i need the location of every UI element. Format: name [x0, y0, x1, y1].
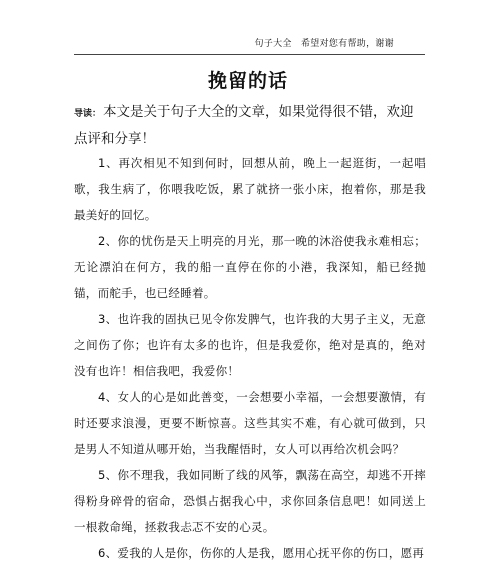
- intro-label: 导读：: [74, 109, 102, 119]
- header-note: 句子大全 希望对您有帮助，谢谢: [254, 39, 394, 49]
- document-body: [74, 150, 426, 561]
- paragraph-3: 3、也许我的固执已见令你发脾气，也许我的大男子主义，无意之间伤了你；也许有太多的也许，但是我爱你，绝对是真的，绝对没有也许！相信我吧，我爱你！: [74, 312, 426, 378]
- intro-text: 本文是关于句子大全的文章，如果觉得很不错，欢迎点评和分享！: [74, 104, 414, 147]
- page-title: 挽留的话: [207, 70, 288, 92]
- paragraph-4: 4、女人的心是如此善变，一会想要小幸福，一会想要激情，有时还要求浪漫，更要不断惊喜。这些其实不难，有心就可做到，只是男人不知道从哪开始，当我醒悟时，女人可以再给次机会吗？: [74, 390, 426, 456]
- paragraph-2: 2、你的忧伤是天上明亮的月光，那一晚的沐浴使我永难相忘；无论漂泊在何方，我的船一直停在你的小港，我深知，船已经抛锚，而舵手，也已经睡着。: [74, 234, 426, 300]
- paragraph-1: 1、再次相见不知到何时，回想从前，晚上一起逛街，一起唱歌，我生病了，你喂我吃饭，累了就挤一张小床，抱着你，那是我最美好的回忆。: [74, 156, 426, 222]
- paragraph-5: 5、你不理我，我如同断了线的风筝，飘荡在高空，却逃不开摔得粉身碎骨的宿命，恐惧占据我心中，求你回条信息吧！如同送上一根救命绳，拯救我忐忑不安的心灵。: [74, 468, 426, 534]
- intro-paragraph: [74, 100, 426, 152]
- paragraph-6: 6、爱我的人是你，伤你的人是我，愿用心抚平你的伤口，愿再: [98, 546, 425, 560]
- header-divider: [74, 54, 425, 55]
